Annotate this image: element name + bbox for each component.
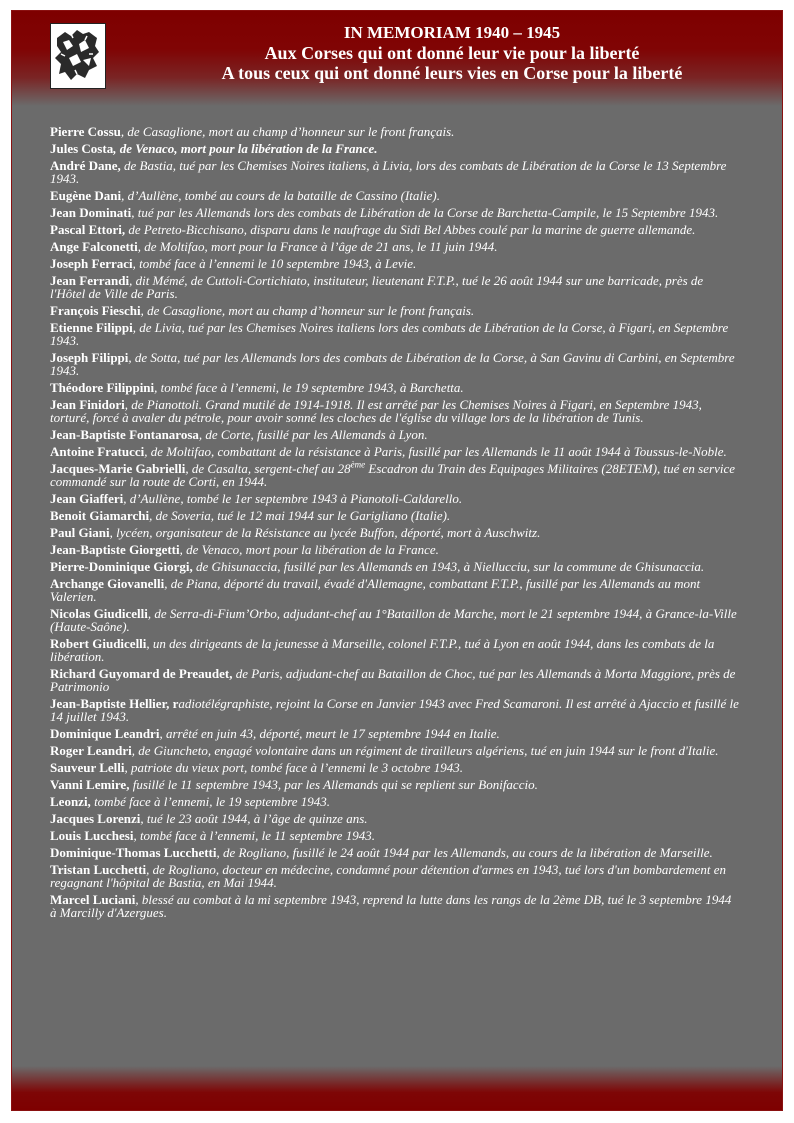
list-item	[50, 398, 740, 424]
person-name: Antoine Fratucci	[50, 444, 145, 459]
person-name: Louis Lucchesi	[50, 828, 134, 843]
list-item	[50, 543, 740, 556]
person-name: Pascal Ettori,	[50, 222, 126, 237]
person-description: , de Corte, fusillé par les Allemands à Lyon.	[198, 427, 428, 442]
list-item	[50, 321, 740, 347]
person-name: Etienne Filippi	[50, 320, 133, 335]
person-description: fusillé le 11 septembre 1943, par les Allemands qui se replient sur Bonifaccio.	[129, 777, 538, 792]
list-item	[50, 159, 740, 185]
person-description: , tombé face à l’ennemi, le 11 septembre 1943.	[133, 828, 375, 843]
person-name: Tristan Lucchetti	[50, 862, 147, 877]
person-description-continued: Escadron du Train des Equipages Militaires (28ETEM), tué en service commandé sur la route de Corti, en 1944.	[50, 461, 735, 489]
person-description: , de Piana, déporté du travail, évadé d'Allemagne, combattant F.T.P., fusillé par les Allemands au mont Valerien.	[50, 576, 701, 604]
person-name: Jacques Lorenzi	[50, 811, 141, 826]
person-name: Eugène Dani	[50, 188, 122, 203]
person-name: Jean-Baptiste Fontanarosa	[50, 427, 199, 442]
footer-band	[12, 1066, 782, 1110]
list-item	[50, 829, 740, 842]
person-description: , de Sotta, tué par les Allemands lors des combats de Libération de la Corse, à San Gavinu di Carbini, en Septembre 1943.	[50, 350, 735, 378]
list-item	[50, 744, 740, 757]
person-name: Robert Giudicelli	[50, 636, 147, 651]
list-item	[50, 257, 740, 270]
list-item	[50, 492, 740, 505]
person-name: Archange Giovanelli	[50, 576, 165, 591]
person-name: Pierre-Dominique Giorgi,	[50, 559, 193, 574]
person-description: , de Casalta, sergent-chef au 28	[185, 461, 351, 476]
person-name: François Fieschi	[50, 303, 141, 318]
person-name: Richard Guyomard de Preaudet,	[50, 666, 233, 681]
list-item	[50, 351, 740, 377]
list-item	[50, 761, 740, 774]
person-description: , de Venaco, mort pour la libération de la France.	[179, 542, 439, 557]
list-item	[50, 637, 740, 663]
list-item	[50, 863, 740, 889]
person-description: , de Rogliano, fusillé le 24 août 1944 par les Allemands, au cours de la libération de Marseille.	[216, 845, 713, 860]
list-item	[50, 697, 740, 723]
person-description: adiotélégraphiste, rejoint la Corse en Janvier 1943 avec Fred Scamaroni. Il est arrêté à Ajaccio et fusillé le 14 juillet 1943.	[50, 696, 739, 724]
person-description: , de Serra-di-Fium’Orbo, adjudant-chef au 1°Bataillon de Marche, mort le 21 septembre 1944, à Grance-la-Ville (Haute-Saône).	[50, 606, 737, 634]
list-item	[50, 445, 740, 458]
person-description: , tombé face à l’ennemi, le 19 septembre 1943, à Barchetta.	[154, 380, 464, 395]
list-item	[50, 778, 740, 791]
list-item	[50, 240, 740, 253]
person-description: , de Giuncheto, engagé volontaire dans un régiment de tirailleurs algériens, tué en juin 1944 sur le front d'Italie.	[131, 743, 719, 758]
memorial-heading	[142, 23, 762, 83]
person-name: Jean Finidori	[50, 397, 125, 412]
person-description: , tombé face à l’ennemi le 10 septembre 1943, à Levie.	[132, 256, 417, 271]
list-item	[50, 526, 740, 539]
person-description: , de Casaglione, mort au champ d’honneur sur le front français.	[120, 124, 455, 139]
person-name: Dominique Leandri	[50, 726, 160, 741]
person-name: Jean Dominati	[50, 205, 132, 220]
person-description: , de Pianottoli. Grand mutilé de 1914-1918. Il est arrêté par les Chemises Noires à Figari, en Septembre 1943, torturé, forcé à avaler du pétrole, pour avoir sonné les cloches de l'église du village lors de la libération de Tunis.	[50, 397, 702, 425]
memorial-frame	[11, 10, 783, 1111]
person-description: , tué le 23 août 1944, à l’âge de quinze ans.	[140, 811, 368, 826]
heading-line-2: Aux Corses qui ont donné leur vie pour la liberté	[264, 43, 640, 63]
person-description: , arrêté en juin 43, déporté, meurt le 17 septembre 1944 en Italie.	[159, 726, 500, 741]
person-name: Ange Falconetti	[50, 239, 138, 254]
heading-line-3: A tous ceux qui ont donné leurs vies en Corse pour la liberté	[221, 63, 683, 83]
list-item	[50, 509, 740, 522]
heading-line-1: IN MEMORIAM 1940 – 1945	[343, 23, 561, 42]
person-description: tombé face à l’ennemi, le 19 septembre 1943.	[90, 794, 331, 809]
person-description: , de Rogliano, docteur en médecine, condamné pour détention d'armes en 1943, tué lors d'un bombardement en regagnant l'hôpital de Bastia, en Mai 1944.	[50, 862, 727, 890]
list-item	[50, 667, 740, 693]
person-description: de Paris, adjudant-chef au Bataillon de Choc, tué par les Allemands à Morta Maggiore, près de Patrimonio	[50, 666, 736, 694]
person-name: Jean-Baptiste Giorgetti	[50, 542, 180, 557]
list-item	[50, 428, 740, 441]
person-description: de Bastia, tué par les Chemises Noires italiens, à Livia, lors des combats de Libération de la Corse le 13 Septembre 1943.	[50, 158, 727, 186]
list-item	[50, 577, 740, 603]
person-name: Joseph Filippi	[50, 350, 129, 365]
person-description: , de Moltifao, mort pour la France à l’âge de 21 ans, le 11 juin 1944.	[137, 239, 498, 254]
person-description: , d’Aullène, tombé le 1er septembre 1943 à Pianotoli-Caldarello.	[123, 491, 463, 506]
person-name: Pierre Cossu	[50, 124, 121, 139]
person-name: Joseph Ferraci	[50, 256, 133, 271]
person-name: Dominique-Thomas Lucchetti	[50, 845, 217, 860]
memorial-list	[50, 125, 740, 923]
corsica-map-icon	[50, 23, 106, 89]
list-item	[50, 795, 740, 808]
list-item	[50, 304, 740, 317]
person-description: , lycéen, organisateur de la Résistance au lycée Buffon, déporté, mort à Auschwitz.	[109, 525, 541, 540]
person-name: Jacques-Marie Gabrielli	[50, 461, 186, 476]
person-description: , de Moltifao, combattant de la résistance à Paris, fusillé par les Allemands le 11 août 1944 à Toussus-le-Noble.	[144, 444, 727, 459]
list-item	[50, 274, 740, 300]
person-name: André Dane,	[50, 158, 121, 173]
person-description: , de Venaco, mort pour la libération de la France.	[113, 141, 378, 156]
person-name: Nicolas Giudicelli	[50, 606, 148, 621]
list-item	[50, 727, 740, 740]
person-name: Jean Ferrandi	[50, 273, 130, 288]
person-name: Théodore Filippini	[50, 380, 155, 395]
person-description: , d’Aullène, tombé au cours de la bataille de Cassino (Italie).	[121, 188, 440, 203]
person-name: Vanni Lemire,	[50, 777, 130, 792]
person-name: Jean-Baptiste Hellier, r	[50, 696, 179, 711]
list-item	[50, 607, 740, 633]
list-item	[50, 142, 740, 155]
person-name: Roger Leandri	[50, 743, 132, 758]
person-description: , patriote du vieux port, tombé face à l’ennemi le 3 octobre 1943.	[124, 760, 464, 775]
list-item	[50, 459, 740, 489]
list-item	[50, 125, 740, 138]
person-name: Benoit Giamarchi	[50, 508, 150, 523]
person-name: Jules Costa	[50, 141, 114, 156]
list-item	[50, 846, 740, 859]
person-description: , tué par les Allemands lors des combats de Libération de la Corse de Barchetta-Campile, le 15 Septembre 1943.	[131, 205, 719, 220]
list-item	[50, 893, 740, 919]
person-description: , de Livia, tué par les Chemises Noires italiens lors des combats de Libération de la Corse, à Figari, en Septembre 1943.	[50, 320, 729, 348]
list-item	[50, 223, 740, 236]
person-description: , blessé au combat à la mi septembre 1943, reprend la lutte dans les rangs de la 2ème DB, tué le 3 septembre 1944 à Marcilly d'Azergues.	[50, 892, 732, 920]
person-name: Leonzi,	[50, 794, 91, 809]
list-item	[50, 560, 740, 573]
person-description: , dit Mémé, de Cuttoli-Cortichiato, instituteur, lieutenant F.T.P., tué le 26 août 1944 sur une barricade, près de l'Hôtel de Ville de Paris.	[50, 273, 704, 301]
list-item	[50, 206, 740, 219]
person-description: de Ghisunaccia, fusillé par les Allemands en 1943, à Niellucciu, sur la commune de Ghisunaccia.	[192, 559, 705, 574]
person-name: Marcel Luciani	[50, 892, 136, 907]
person-name: Jean Giafferi	[50, 491, 124, 506]
person-description: , un des dirigeants de la jeunesse à Marseille, colonel F.T.P., tué à Lyon en août 1944, dans les combats de la libération.	[50, 636, 715, 664]
person-name: Paul Giani	[50, 525, 110, 540]
list-item	[50, 381, 740, 394]
list-item	[50, 189, 740, 202]
superscript: ème	[350, 459, 366, 470]
person-description: de Petreto-Bicchisano, disparu dans le naufrage du Sidi Bel Abbes coulé par la marine de guerre allemande.	[125, 222, 696, 237]
person-description: , de Soveria, tué le 12 mai 1944 sur le Garigliano (Italie).	[149, 508, 451, 523]
person-name: Sauveur Lelli	[50, 760, 125, 775]
person-description: , de Casaglione, mort au champ d’honneur sur le front français.	[140, 303, 475, 318]
list-item	[50, 812, 740, 825]
